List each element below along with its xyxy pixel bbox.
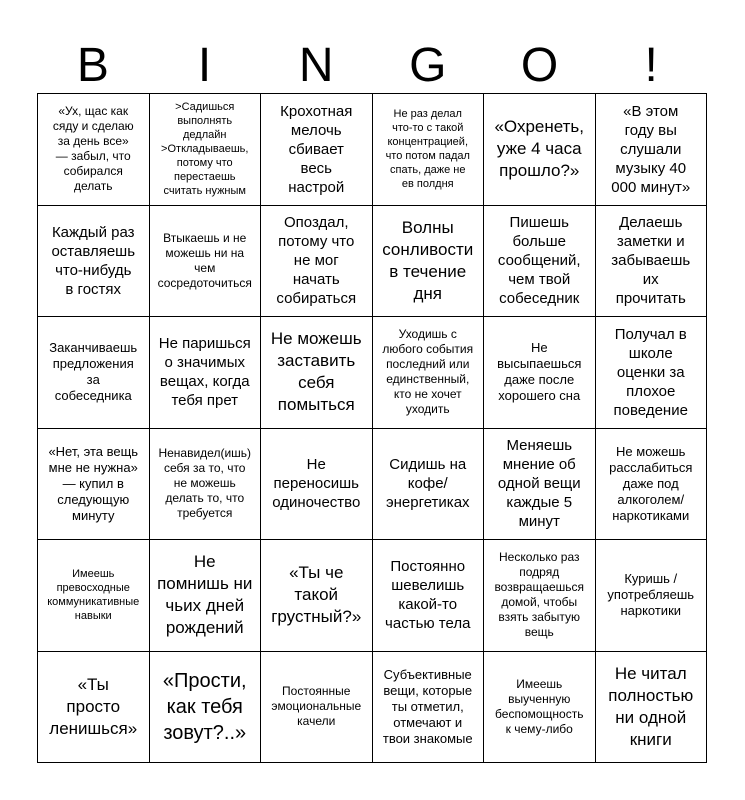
bingo-cell[interactable] — [373, 94, 485, 206]
bingo-cell[interactable] — [373, 317, 485, 429]
bingo-cell[interactable] — [261, 652, 373, 764]
bingo-cell-text: Не паришься о значимых вещах, когда тебя прет — [158, 335, 251, 410]
bingo-cell-text: Каждый раз оставляешь что-нибудь в гостях — [51, 223, 136, 298]
bingo-cell[interactable] — [596, 317, 708, 429]
bingo-cell-text: >Садишься выполнять дедлайн >Откладываешь, потому что перестаешь считать нужным — [161, 101, 249, 198]
bingo-cell-text: Уходишь с любого события последний или единственный, кто не хочет уходить — [382, 327, 474, 417]
bingo-cell-text: Меняешь мнение об одной вещи каждые 5 минут — [497, 437, 581, 531]
bingo-cell-text: Волны сонливости в течение дня — [382, 217, 474, 303]
bingo-cell[interactable] — [484, 206, 596, 318]
bingo-grid — [37, 93, 707, 763]
bingo-cell[interactable] — [484, 317, 596, 429]
title-letter-n: N — [298, 39, 334, 92]
bingo-cell[interactable] — [38, 652, 150, 764]
title-letter-i: I — [197, 39, 212, 92]
bingo-cell[interactable] — [261, 540, 373, 652]
title-letter-exclamation: ! — [644, 39, 658, 92]
bingo-cell-text: «Ты просто ленишься» — [49, 674, 138, 738]
bingo-cell[interactable] — [373, 652, 485, 764]
bingo-cell-text: Сидишь на кофе/ энергетиках — [385, 456, 470, 512]
bingo-cell-text: Пишешь больше сообщений, чем твой собеседник — [497, 214, 581, 308]
title-letter-g: G — [409, 39, 447, 92]
bingo-cell[interactable] — [150, 652, 262, 764]
bingo-cell-text: Не высыпаешься даже после хорошего сна — [497, 340, 582, 404]
bingo-cell[interactable] — [38, 94, 150, 206]
bingo-cell-text: «Нет, эта вещь мне не нужна» — купил в следующую минуту — [48, 443, 139, 523]
bingo-cell[interactable] — [150, 429, 262, 541]
bingo-cell-text: Не раз делал что-то с такой концентрацией, что потом падал спать, даже не ев полдня — [385, 108, 470, 191]
bingo-cell[interactable] — [261, 94, 373, 206]
bingo-cell[interactable] — [484, 652, 596, 764]
bingo-cell[interactable] — [596, 540, 708, 652]
bingo-cell[interactable] — [373, 429, 485, 541]
bingo-cell[interactable] — [38, 429, 150, 541]
bingo-cell[interactable] — [373, 206, 485, 318]
bingo-cell[interactable] — [150, 94, 262, 206]
bingo-cell[interactable] — [484, 429, 596, 541]
bingo-cell-text: Не можешь заставить себя помыться — [270, 329, 362, 415]
bingo-cell[interactable] — [484, 94, 596, 206]
bingo-cell[interactable] — [373, 540, 485, 652]
bingo-cell[interactable] — [261, 206, 373, 318]
bingo-cell-text: Не читал полностью ни одной книги — [608, 663, 694, 749]
bingo-cell[interactable] — [261, 429, 373, 541]
bingo-cell-text: Заканчиваешь предложения за собеседника — [49, 340, 138, 404]
bingo-cell-text: Куришь / употребляешь наркотики — [607, 571, 695, 619]
bingo-cell-text: «Ты че такой грустный?» — [271, 563, 362, 627]
bingo-cell[interactable] — [596, 94, 708, 206]
bingo-cell[interactable] — [38, 317, 150, 429]
bingo-title — [37, 38, 707, 94]
bingo-cell[interactable] — [484, 540, 596, 652]
bingo-cell[interactable] — [150, 317, 262, 429]
bingo-cell-text: Получал в школе оценки за плохое поведение — [613, 325, 688, 419]
bingo-cell[interactable] — [596, 206, 708, 318]
bingo-cell[interactable] — [38, 540, 150, 652]
bingo-cell-text: Постоянно шевелишь какой-то частью тела — [385, 558, 471, 633]
bingo-cell[interactable] — [261, 317, 373, 429]
bingo-cell-text: «В этом году вы слушали музыку 40 000 минут» — [611, 102, 691, 196]
bingo-cell-text: Постоянные эмоциональные качели — [271, 684, 362, 729]
bingo-cell-text: Крохотная мелочь сбивает весь настрой — [280, 102, 353, 196]
title-letter-o: O — [520, 39, 559, 92]
bingo-cell[interactable] — [38, 206, 150, 318]
bingo-cell-text: Не помнишь ни чьих дней рождений — [157, 552, 253, 638]
bingo-cell-text: Ненавидел(ишь) себя за то, что не можешь делать то, что требуется — [158, 446, 252, 521]
bingo-cell-text: «Прости, как тебя зовут?..» — [162, 669, 247, 744]
bingo-cell-text: Втыкаешь и не можешь ни на чем сосредоточиться — [157, 230, 252, 290]
bingo-cell-text: Имеешь выученную беспомощность к чему-либо — [495, 676, 584, 736]
bingo-cell-text: Имеешь превосходные коммуникативные навыки — [47, 568, 140, 623]
bingo-cell-text: Субъективные вещи, которые ты отметил, отмечают и твои знакомые — [382, 666, 473, 746]
bingo-cell[interactable] — [150, 206, 262, 318]
bingo-cell[interactable] — [596, 652, 708, 764]
bingo-cell-text: Несколько раз подряд возвращаешься домой, чтобы взять забытую вещь — [494, 550, 585, 640]
bingo-cell-text: «Охренеть, уже 4 часа прошло?» — [494, 117, 585, 181]
bingo-cell-text: Делаешь заметки и забываешь их прочитать — [611, 214, 691, 308]
bingo-cell-text: «Ух, щас как сяду и сделаю за день все» — забыл, что собирался делать — [52, 104, 134, 194]
bingo-cell-text: Не переносишь одиночество — [272, 456, 361, 512]
bingo-cell[interactable] — [150, 540, 262, 652]
title-letter-b: B — [76, 39, 109, 92]
bingo-cell-text: Опоздал, потому что не мог начать собираться — [276, 214, 357, 308]
bingo-cell-text: Не можешь расслабиться даже под алкоголем/ наркотиками — [609, 443, 693, 523]
bingo-cell[interactable] — [596, 429, 708, 541]
